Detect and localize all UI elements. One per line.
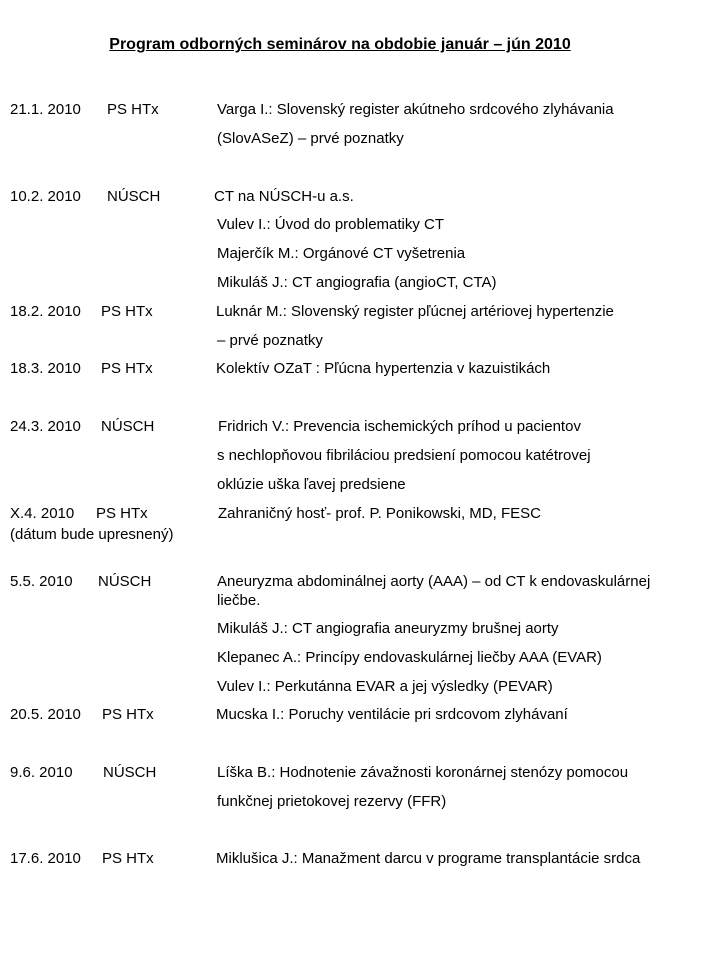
entry-organizer: NÚSCH bbox=[98, 573, 152, 590]
entry-line: Mucska I.: Poruchy ventilácie pri srdcovom zlyhávaní bbox=[216, 706, 568, 723]
entry-line: oklúzie uška ľavej predsiene bbox=[217, 476, 406, 493]
entry-date: 18.2. 2010 bbox=[10, 303, 81, 320]
entry-line: s nechlopňovou fibriláciou predsiení pomocou katétrovej bbox=[217, 447, 591, 464]
entry-organizer: NÚSCH bbox=[101, 418, 155, 435]
entry-line: Luknár M.: Slovenský register pľúcnej artériovej hypertenzie bbox=[216, 303, 614, 320]
entry-date: 17.6. 2010 bbox=[10, 850, 81, 867]
entry-line: Varga I.: Slovenský register akútneho srdcového zlyhávania bbox=[217, 101, 614, 118]
entry-line: Fridrich V.: Prevencia ischemických príhod u pacientov bbox=[218, 418, 581, 435]
entry-line: Majerčík M.: Orgánové CT vyšetrenia bbox=[217, 245, 466, 262]
entry-organizer: PS HTx bbox=[101, 360, 153, 377]
page-title: Program odborných seminárov na obdobie január – jún 2010 bbox=[109, 36, 571, 53]
entry-line: (SlovASeZ) – prvé poznatky bbox=[217, 130, 404, 147]
entry-organizer: NÚSCH bbox=[103, 764, 157, 781]
entry-line: liečbe. bbox=[217, 592, 261, 609]
entry-date: X.4. 2010 bbox=[10, 505, 75, 522]
entry-line: – prvé poznatky bbox=[217, 332, 323, 349]
entry-date: 24.3. 2010 bbox=[10, 418, 81, 435]
entry-date: 20.5. 2010 bbox=[10, 706, 81, 723]
entry-line: Mikuláš J.: CT angiografia (angioCT, CTA) bbox=[217, 274, 497, 291]
entry-line: Zahraničný hosť- prof. P. Ponikowski, MD, FESC bbox=[218, 505, 541, 522]
entry-line: Klepanec A.: Princípy endovaskulárnej liečby AAA (EVAR) bbox=[217, 649, 602, 666]
entry-line: Aneuryzma abdominálnej aorty (AAA) – od CT k endovaskulárnej bbox=[217, 573, 651, 590]
entry-line: Vulev I.: Úvod do problematiky CT bbox=[217, 216, 445, 233]
entry-line: funkčnej prietokovej rezervy (FFR) bbox=[217, 793, 447, 810]
entry-date-note: (dátum bude upresnený) bbox=[10, 526, 174, 543]
entry-organizer: PS HTx bbox=[96, 505, 148, 522]
entry-line: Kolektív OZaT : Pľúcna hypertenzia v kazuistikách bbox=[216, 360, 551, 377]
entry-organizer: PS HTx bbox=[101, 303, 153, 320]
entry-line: Mikuláš J.: CT angiografia aneuryzmy brušnej aorty bbox=[217, 620, 559, 637]
entry-line: Líška B.: Hodnotenie závažnosti koronárnej stenózy pomocou bbox=[217, 764, 629, 781]
entry-line: Miklušica J.: Manažment darcu v programe transplantácie srdca bbox=[216, 850, 641, 867]
entry-date: 21.1. 2010 bbox=[10, 101, 81, 118]
entry-line: CT na NÚSCH-u a.s. bbox=[214, 188, 354, 205]
entry-date: 18.3. 2010 bbox=[10, 360, 81, 377]
entry-line: Vulev I.: Perkutánna EVAR a jej výsledky (PEVAR) bbox=[217, 678, 553, 695]
entry-date: 9.6. 2010 bbox=[10, 764, 73, 781]
entry-date: 10.2. 2010 bbox=[10, 188, 81, 205]
entry-date: 5.5. 2010 bbox=[10, 573, 73, 590]
entry-organizer: NÚSCH bbox=[107, 188, 161, 205]
entry-organizer: PS HTx bbox=[107, 101, 159, 118]
entry-organizer: PS HTx bbox=[102, 850, 154, 867]
entry-organizer: PS HTx bbox=[102, 706, 154, 723]
